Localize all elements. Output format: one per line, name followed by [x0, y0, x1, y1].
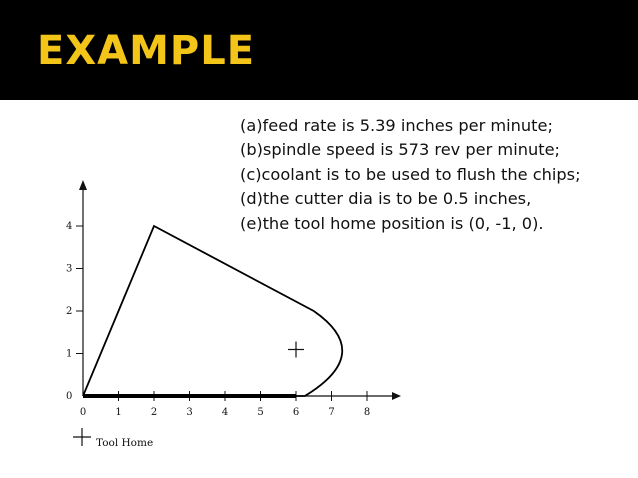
y-tick-label: 3 — [66, 263, 73, 275]
tool-home-marker — [73, 428, 91, 446]
y-axis-arrowhead — [79, 180, 87, 190]
part-outline — [83, 226, 342, 396]
x-tick-label: 3 — [186, 407, 193, 418]
x-tick-label: 7 — [328, 407, 335, 418]
tool-home-legend — [73, 428, 153, 449]
x-tick-label: 6 — [292, 407, 300, 418]
y-tick-label: 0 — [66, 391, 73, 402]
condition-item-d: (d)the cutter dia is to be 0.5 inches, — [240, 189, 532, 209]
y-axis — [79, 180, 87, 396]
condition-item-e: (e)the tool home position is (0, -1, 0). — [240, 213, 544, 233]
y-tick-label: 2 — [66, 306, 73, 317]
y-tick-group — [66, 221, 83, 402]
x-tick-label: 1 — [115, 407, 122, 418]
x-tick-label: 0 — [79, 407, 87, 418]
condition-item-a: (a)feed rate is 5.39 inches per minute; — [240, 116, 553, 135]
x-tick-label: 5 — [257, 407, 264, 418]
x-tick-label: 8 — [363, 407, 371, 418]
y-tick-label: 1 — [66, 348, 73, 360]
x-tick-label: 4 — [221, 407, 229, 418]
arc-center-mark — [288, 342, 304, 358]
condition-item-b: (b)spindle speed is 573 rev per minute; — [240, 140, 560, 160]
x-tick-label: 2 — [150, 407, 158, 418]
y-tick-label: 4 — [66, 221, 73, 232]
condition-item-c: (c)coolant is to be used to flush the chips; — [240, 164, 581, 184]
tool-home-label: Tool Home — [96, 437, 154, 449]
slide-title: EXAMPLE — [37, 28, 256, 74]
x-axis-arrowhead — [392, 392, 401, 400]
